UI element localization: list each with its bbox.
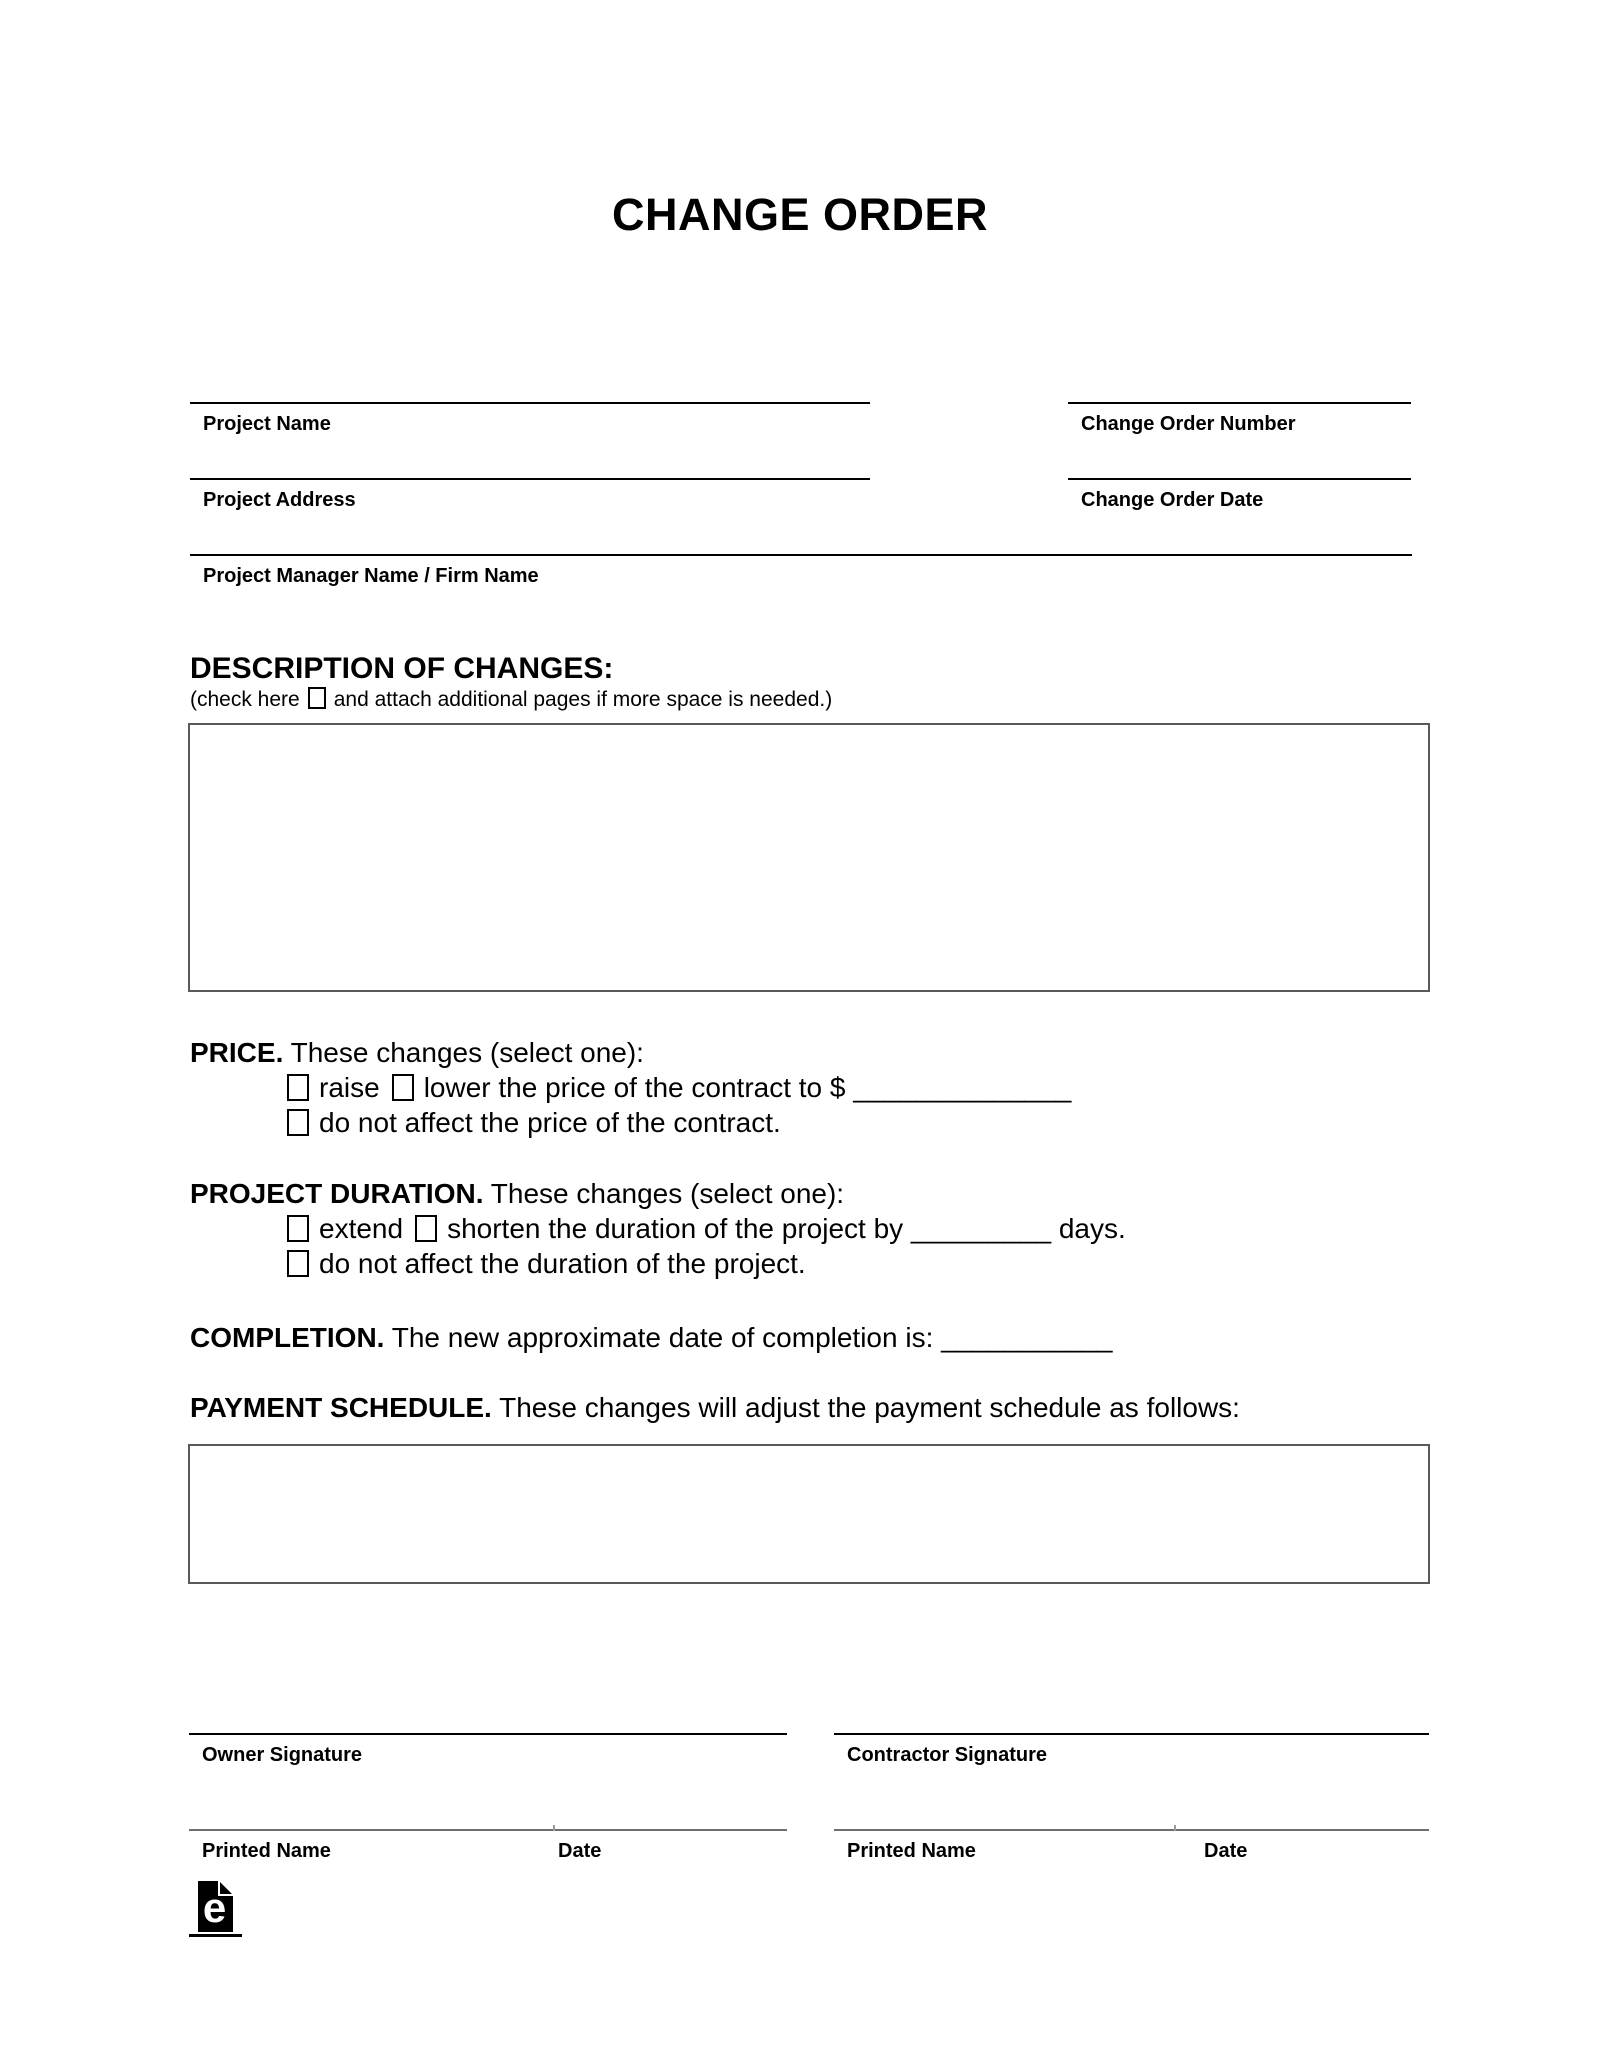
no-duration-change-label: do not affect the duration of the project. <box>319 1248 806 1279</box>
description-note-before: (check here <box>190 688 300 711</box>
price-section <box>190 1035 1071 1140</box>
description-note <box>190 686 832 714</box>
eforms-logo[interactable] <box>198 1881 233 1932</box>
cell-divider-tick <box>1174 1825 1176 1831</box>
payment-schedule-textarea[interactable] <box>188 1444 1430 1584</box>
owner-date-label: Date <box>558 1840 602 1862</box>
extend-duration-checkbox[interactable] <box>287 1215 309 1242</box>
project-manager-field[interactable] <box>190 554 1412 588</box>
price-heading-rest: These changes (select one): <box>283 1037 644 1068</box>
eforms-logo-underline <box>189 1934 242 1937</box>
cell-divider-tick <box>553 1825 555 1831</box>
price-heading: PRICE. <box>190 1037 284 1068</box>
change-order-date-label: Change Order Date <box>1081 489 1264 511</box>
project-address-field[interactable] <box>190 478 870 512</box>
owner-signature-label: Owner Signature <box>202 1744 363 1766</box>
contractor-date-label: Date <box>1204 1840 1248 1862</box>
raise-price-checkbox[interactable] <box>287 1074 309 1101</box>
change-order-number-field[interactable] <box>1068 402 1411 436</box>
payment-section <box>190 1390 1240 1425</box>
eforms-logo-letter: e <box>202 1884 227 1931</box>
completion-heading: COMPLETION. <box>190 1322 385 1353</box>
lower-price-checkbox[interactable] <box>392 1074 414 1101</box>
payment-rest: These changes will adjust the payment schedule as follows: <box>491 1392 1240 1423</box>
completion-line <box>190 1320 1112 1355</box>
project-name-field[interactable] <box>190 402 870 436</box>
contractor-printed-name-label: Printed Name <box>847 1840 976 1862</box>
extend-duration-label: extend <box>319 1213 404 1244</box>
payment-line <box>190 1390 1240 1425</box>
no-price-change-label: do not affect the price of the contract. <box>319 1107 781 1138</box>
duration-extend-shorten-row <box>190 1211 1126 1246</box>
contractor-signature-field[interactable] <box>834 1733 1429 1767</box>
duration-heading-rest: These changes (select one): <box>483 1178 845 1209</box>
change-order-date-field[interactable] <box>1068 478 1411 512</box>
duration-heading-line <box>190 1176 1126 1211</box>
duration-section <box>190 1176 1126 1281</box>
change-order-number-label: Change Order Number <box>1081 413 1296 435</box>
duration-no-change-row <box>190 1246 1126 1281</box>
contractor-printed-name-date-field[interactable] <box>834 1829 1429 1863</box>
owner-printed-name-label: Printed Name <box>202 1840 331 1862</box>
description-note-after: and attach additional pages if more space is needed.) <box>333 688 833 711</box>
shorten-duration-checkbox[interactable] <box>415 1215 437 1242</box>
project-manager-label: Project Manager Name / Firm Name <box>203 565 539 587</box>
form-title: CHANGE ORDER <box>611 189 989 240</box>
contractor-signature-label: Contractor Signature <box>847 1744 1048 1766</box>
project-address-label: Project Address <box>203 489 356 511</box>
price-raise-lower-row <box>190 1070 1071 1105</box>
price-no-change-row <box>190 1105 1071 1140</box>
completion-rest: The new approximate date of completion is: ___________ <box>384 1322 1113 1353</box>
no-price-change-checkbox[interactable] <box>287 1109 309 1136</box>
duration-heading: PROJECT DURATION. <box>190 1178 484 1209</box>
owner-printed-name-date-field[interactable] <box>189 1829 787 1863</box>
attach-pages-checkbox[interactable] <box>308 687 326 709</box>
project-name-label: Project Name <box>203 413 331 435</box>
no-duration-change-checkbox[interactable] <box>287 1250 309 1277</box>
completion-section <box>190 1320 1112 1355</box>
lower-price-label: lower the price of the contract to $ ______________ <box>423 1072 1072 1103</box>
description-heading: DESCRIPTION OF CHANGES: <box>190 652 614 685</box>
payment-heading: PAYMENT SCHEDULE. <box>190 1392 492 1423</box>
price-heading-line <box>190 1035 1071 1070</box>
owner-signature-field[interactable] <box>189 1733 787 1767</box>
raise-price-label: raise <box>319 1072 380 1103</box>
shorten-duration-label: shorten the duration of the project by _________ days. <box>447 1213 1126 1244</box>
description-of-changes-textarea[interactable] <box>188 723 1430 992</box>
